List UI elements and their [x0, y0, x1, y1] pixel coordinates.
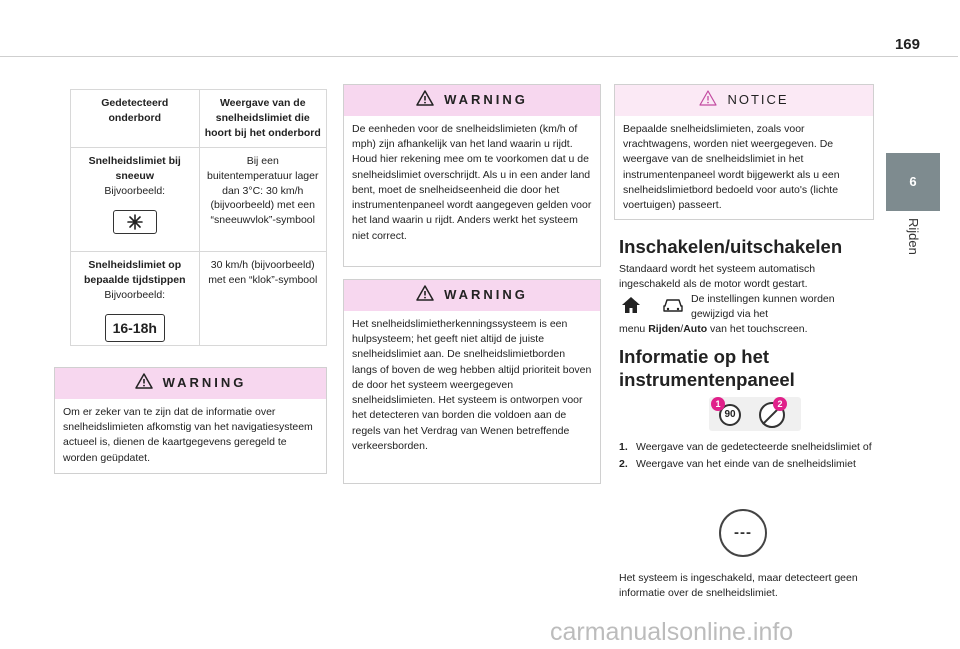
row-title: Snelheidslimiet op bepaalde tijdstippen [83, 258, 186, 286]
warning-header [344, 85, 600, 116]
paragraph: menu Rijden/Auto van het touchscreen. [619, 323, 808, 335]
section-heading: Informatie op het instrumentenpaneel [619, 346, 795, 391]
table-header-cell: Gedetecteerd onderbord [101, 97, 169, 124]
time-sign: 16-18h [105, 314, 165, 342]
paragraph: De instellingen kunnen worden gewijzigd via het [691, 293, 835, 321]
table-cell: Bij een buitentemperatuur lager dan 3°C: 30 km/h (bijvoorbeeld) met een “sneeuwvlok”-symbool [199, 148, 327, 251]
table-row [71, 251, 326, 345]
warning-triangle-icon [135, 373, 153, 394]
chapter-number: 6 [909, 173, 917, 189]
table-cell: 30 km/h (bijvoorbeeld) met een “klok”-symbool [199, 252, 327, 345]
warning-box [54, 367, 327, 474]
list-item: 1. Weergave van de gedetecteerde snelheidslimiet of [619, 441, 872, 453]
table-header-row [71, 90, 326, 147]
warning-title: WARNING [444, 92, 528, 108]
warning-box [343, 279, 601, 484]
chapter-label: Rijden [906, 218, 922, 255]
home-icon [621, 296, 641, 319]
menu-icons [621, 296, 689, 318]
warning-box [343, 84, 601, 267]
warning-text: Het snelheidslimietherkenningssysteem is een hulpsysteem; het geeft niet altijd de juiste snelheidslimiet aan. De snelheidslimietborden langs of boven de weg hebben altijd prioriteit boven de door het systeem weergegeven snelheidslimieten. Het systeem is ontworpen voor het detecteren van borden die voldoen aan de regels van het Verdrag van Wenen betreffende verkeersborden. [352, 318, 592, 452]
notice-title: NOTICE [727, 92, 789, 108]
warning-triangle-icon [416, 285, 434, 306]
top-divider [0, 56, 958, 57]
snowflake-sign-icon [113, 210, 157, 234]
row-sub: Bijvoorbeeld: [104, 288, 166, 301]
callout-badge: 2 [773, 397, 787, 411]
warning-text: Om er zeker van te zijn dat de informatie over snelheidslimieten afkomstig van het navigatiesysteem actueel is, dienen de kaartgegevens geregeld te worden geüpdatet. [63, 406, 313, 464]
table-cell [71, 252, 199, 345]
notice-text: Bepaalde snelheidslimieten, zoals voor vrachtwagens, worden niet weergegeven. De weergave van de snelheidslimiet in het instrumentenpaneel wordt bijgewerkt als u een snelheidslimietbord bedoeld voor auto's (lichte voertuigen) passeert. [623, 123, 840, 212]
table-cell [71, 148, 199, 251]
warning-text: De eenheden voor de snelheidslimieten (km/h of mph) zijn afhankelijk van het land waarin u rijdt. Houd hier rekening mee om te voorkomen dat u de snelheidslimiet overschrijdt. Als u in een ander land bent, moet de snelheidseenheid die door het instrumentenpaneel wordt aangegeven gelden voor het land waarin u rijdt. Anders werkt het systeem niet correct. [352, 123, 592, 242]
sign-table [70, 89, 327, 346]
row-sub: Bijvoorbeeld: [104, 184, 166, 197]
menu-name: Rijden [648, 323, 681, 335]
watermark: carmanualsonline.info [550, 618, 794, 646]
speed-limit-sign: 90 [719, 404, 741, 426]
notice-triangle-icon [699, 90, 717, 111]
no-limit-sign: --- [719, 509, 767, 557]
chapter-tab[interactable] [886, 153, 940, 211]
callout-badge: 1 [711, 397, 725, 411]
car-icon [661, 296, 685, 319]
warning-title: WARNING [444, 287, 528, 303]
paragraph: Het systeem is ingeschakeld, maar detecteert geen informatie over de snelheidslimiet. [619, 572, 858, 600]
table-header-cell: Weergave van de snelheidslimiet die hoort bij het onderbord [199, 90, 327, 147]
notice-box [614, 84, 874, 220]
warning-header [344, 280, 600, 311]
warning-header [55, 368, 326, 399]
row-title: Snelheidslimiet bij sneeuw [88, 154, 181, 182]
list-item: 2. Weergave van het einde van de snelheidslimiet [619, 458, 856, 471]
menu-name: Auto [683, 323, 708, 335]
paragraph: Standaard wordt het systeem automatisch ingeschakeld als de motor wordt gestart. [619, 263, 816, 291]
warning-triangle-icon [416, 90, 434, 111]
warning-title: WARNING [162, 375, 247, 391]
page-number: 169 [894, 36, 920, 53]
callout-list [619, 440, 881, 474]
table-row [71, 147, 326, 251]
section-heading: Inschakelen/uitschakelen [619, 236, 843, 257]
notice-header [615, 85, 873, 116]
